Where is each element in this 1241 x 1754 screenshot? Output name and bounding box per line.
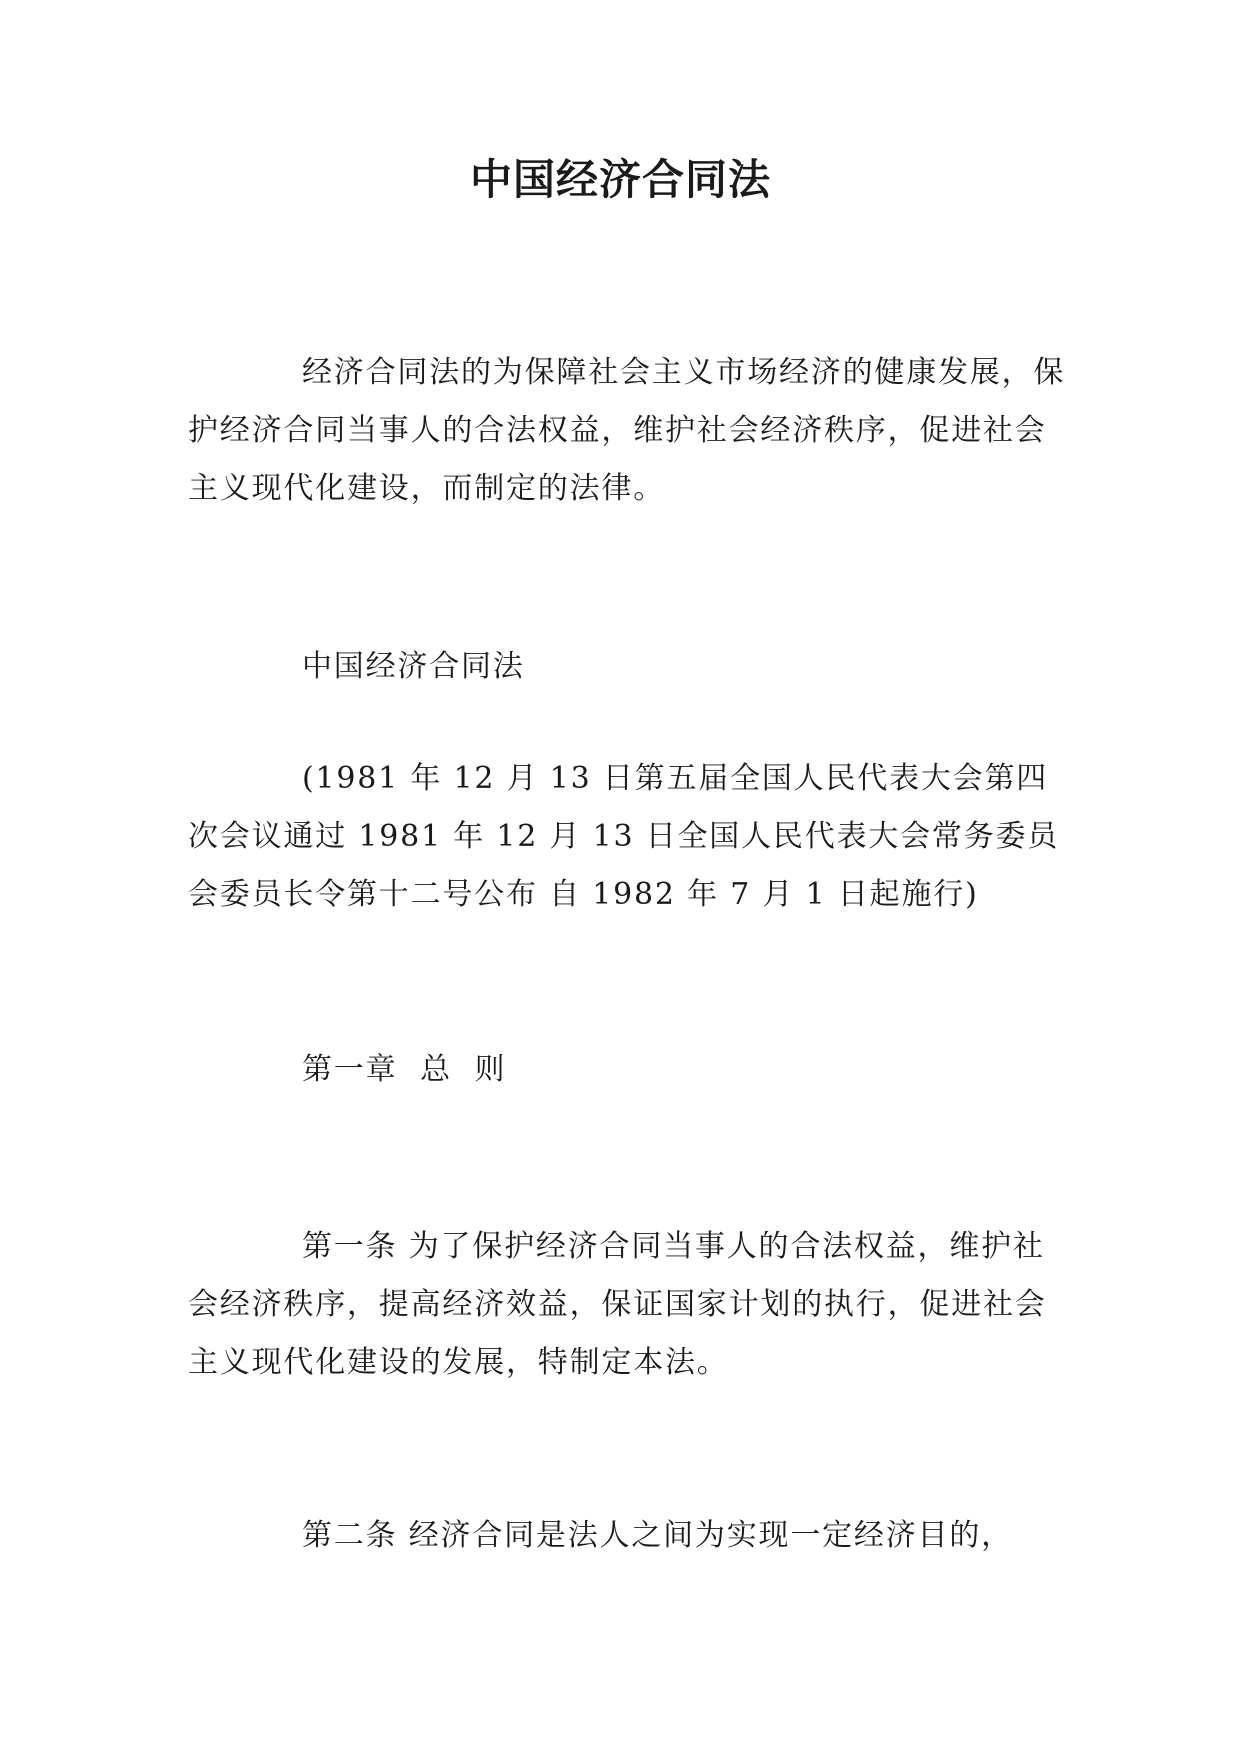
article-1-paragraph: 第一条 为了保护经济合同当事人的合法权益，维护社会经济秩序，提高经济效益，保证国家计划的执行，促进社会主义现代化建设的发展，特制定本法。 — [188, 1229, 1047, 1380]
adoption-note-paragraph: (1981 年 12 月 13 日第五届全国人民代表大会第四次会议通过 1981 年 12 月 13 日全国人民代表大会常务委员会委员长令第十二号公布 自 1982 年 7 月 1 日起施行) — [188, 761, 1060, 912]
chapter-heading: 第一章 总 则 — [302, 1052, 507, 1087]
intro-paragraph: 经济合同法的为保障社会主义市场经济的健康发展，保护经济合同当事人的合法权益，维护社会经济秩序，促进社会主义现代化建设，而制定的法律。 — [188, 355, 1066, 506]
law-name-paragraph: 中国经济合同法 — [302, 649, 525, 684]
document-title: 中国经济合同法 — [469, 155, 771, 204]
article-2-paragraph: 第二条 经济合同是法人之间为实现一定经济目的， — [302, 1518, 1013, 1553]
